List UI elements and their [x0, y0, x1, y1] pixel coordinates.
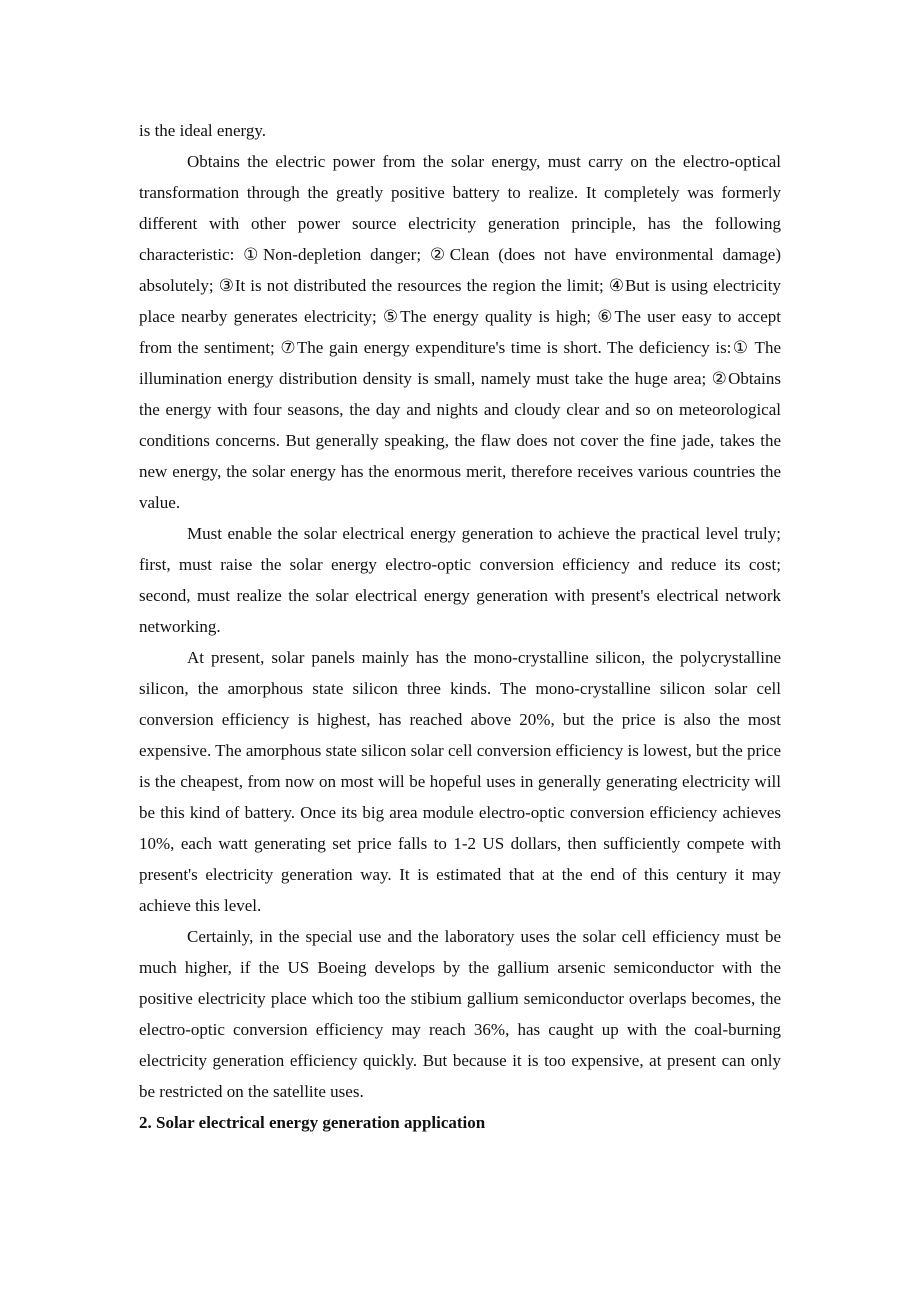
document-page — [139, 115, 781, 1138]
paragraph-special-use: Certainly, in the special use and the laboratory uses the solar cell efficiency must be much higher, if the US Boeing develops by the gallium arsenic semiconductor with the positive electricity place which too the stibium gallium semiconductor overlaps becomes, the electro-optic conversion efficiency may reach 36%, has caught up with the coal-burning electricity generation efficiency quickly. But because it is too expensive, at present can only be restricted on the satellite uses. — [139, 927, 781, 1101]
paragraph-characteristics: Obtains the electric power from the solar energy, must carry on the electro-optical transformation through the greatly positive battery to realize. It completely was formerly different with other power source electricity generation principle, has the following characteristic: ①Non-depletion danger; ②Clean (does not have environmental damage) absolutely; ③It is not distributed the resources the region the limit; ④But is using electricity place nearby generates electricity; ⑤The energy quality is high; ⑥The user easy to accept from the sentiment; ⑦The gain energy expenditure's time is short. The deficiency is:① The illumination energy distribution density is small, namely must take the huge area; ②Obtains the energy with four seasons, the day and nights and cloudy clear and so on meteorological conditions concerns. But generally speaking, the flaw does not cover the fine jade, takes the new energy, the solar energy has the enormous merit, therefore receives various countries the value. — [139, 152, 781, 512]
paragraph-practical-level: Must enable the solar electrical energy generation to achieve the practical level truly; first, must raise the solar energy electro-optic conversion efficiency and reduce its cost; second, must realize the solar electrical energy generation with present's electrical network networking. — [139, 524, 781, 636]
paragraph-continuation: is the ideal energy. — [139, 121, 266, 140]
section-heading: 2. Solar electrical energy generation application — [139, 1113, 486, 1132]
paragraph-solar-panels: At present, solar panels mainly has the mono-crystalline silicon, the polycrystalline silicon, the amorphous state silicon three kinds. The mono-crystalline silicon solar cell conversion efficiency is highest, has reached above 20%, but the price is also the most expensive. The amorphous state silicon solar cell conversion efficiency is lowest, but the price is the cheapest, from now on most will be hopeful uses in generally generating electricity will be this kind of battery. Once its big area module electro-optic conversion efficiency achieves 10%, each watt generating set price falls to 1-2 US dollars, then sufficiently compete with present's electricity generation way. It is estimated that at the end of this century it may achieve this level. — [139, 648, 781, 915]
